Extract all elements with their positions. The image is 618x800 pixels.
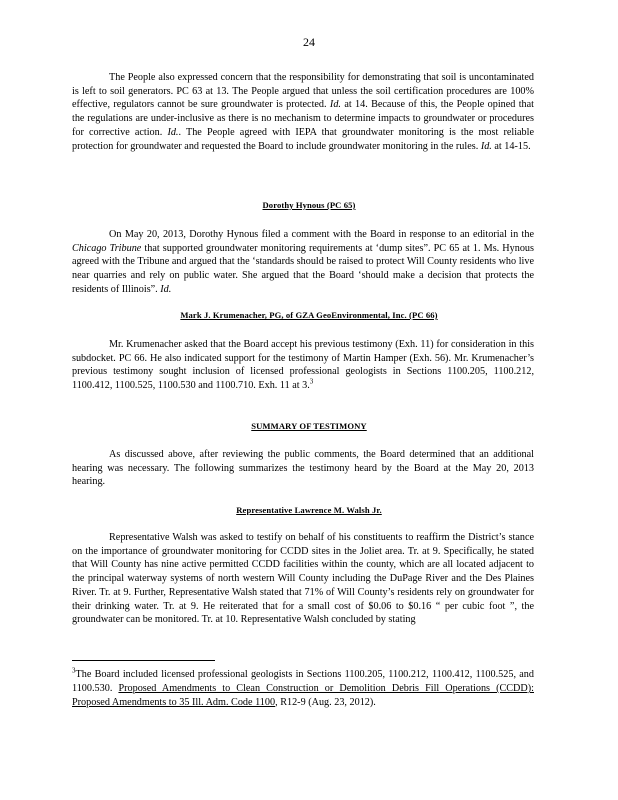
para2-sentence: that supported groundwater monitoring requirements at ‘dump sites”. PC 65 at 1. Ms. Hynous agreed with the Tribune and argued that the ‘standards should be raised to protect Will County residents who live near quarries and rely on public water. She argued that the Board ‘should make a decision that protects the residents of Illinois”. <box>72 242 534 295</box>
section-heading-hynous: Dorothy Hynous (PC 65) <box>262 200 356 210</box>
para1-id-cite: Id. <box>167 126 179 138</box>
para1-sentence: at 14. Because of this, the People opined that the regulations are under-inclusive as there is no mechanism to determine impacts to groundwater or procedures for corrective action. <box>72 99 534 138</box>
paragraph-walsh <box>72 531 534 627</box>
para5-sentence: Representative Walsh was asked to testify on behalf of his constituents to reaffirm the District’s stance on the importance of groundwater monitoring for CCDD sites in the Joliet area. Tr. at 9. Specifically, he stated that Will County has nine active permitted CCDD facilities within the county, which are all located adjacent to the principal waterway systems of north western Will County including the DuPage River and the Des Plaines River. Tr. at 9. Further, Representative Walsh stated that 71% of Will County’s residents rely on groundwater for their drinking water. Tr. at 9. He reiterated that for a small cost of $0.06 to $0.16 “ per cubic foot ”, the groundwater can be monitored. Tr. at 10. Representative Walsh concluded by stating <box>72 532 534 626</box>
paragraph-krumenacher <box>72 338 534 393</box>
para4-sentence: As discussed above, after reviewing the public comments, the Board determined that an additional hearing was necessary. The following summarizes the testimony heard by the Board at the May 20, 2013 hearing. <box>72 449 534 488</box>
para1-id-cite: Id. <box>480 140 492 152</box>
para2-id-cite: Id. <box>160 283 172 295</box>
section-heading-krumenacher: Mark J. Krumenacher, PG, of GZA GeoEnvironmental, Inc. (PC 66) <box>180 310 438 320</box>
footnote <box>72 668 534 710</box>
footnote-docket-title: Proposed Amendments to Clean Construction or Demolition Debris Fill Operations (CCDD): Proposed Amendments to 35 Ill. Adm. Code 1100 <box>72 683 534 708</box>
para1-sentence: at 14-15. <box>494 140 531 152</box>
paragraph-people-comment <box>72 71 534 153</box>
newspaper-name: Chicago Tribune <box>72 242 142 254</box>
page-number: 24 <box>303 35 315 49</box>
paragraph-summary <box>72 448 534 489</box>
para1-sentence: The People also expressed concern that the responsibility for demonstrating that soil is uncontaminated is left to soil generators. PC 63 at 13. The People argued that unless the soil certification procedures are 100% effective, regulators cannot be sure groundwater is protected. <box>72 72 534 111</box>
para3-sentence: Mr. Krumenacher asked that the Board accept his previous testimony (Exh. 11) for consideration in this subdocket. PC 66. He also indicated support for the testimony of Martin Hamper (Exh. 56). Mr. Krumenacher’s previous testimony sought inclusion of licensed professional geologists in Sections 1100.205, 1100.212, 1100.412, 1100.525, 1100.530 and 1100.710. Exh. 11 at 3. <box>72 339 534 392</box>
footnote-text: The Board included licensed professional geologists in Sections 1100.205, 1100.212, 1100.412, 1100.525, and 1100.530. <box>72 669 534 694</box>
para1-id-cite: Id. <box>329 99 341 111</box>
footnote-reference: 3 <box>309 377 314 386</box>
section-heading-summary: SUMMARY OF TESTIMONY <box>251 421 367 431</box>
para2-sentence: On May 20, 2013, Dorothy Hynous filed a comment with the Board in response to an editorial in the <box>109 229 534 240</box>
footnote-divider <box>72 660 215 661</box>
para1-sentence: . The People agreed with IEPA that groundwater monitoring is the most reliable protection for groundwater and requested the Board to include groundwater monitoring in the rules. <box>72 126 534 152</box>
footnote-mark: 3 <box>72 666 76 675</box>
paragraph-hynous <box>72 228 534 297</box>
section-heading-walsh: Representative Lawrence M. Walsh Jr. <box>236 505 382 515</box>
footnote-text: , R12-9 (Aug. 23, 2012). <box>275 697 376 708</box>
